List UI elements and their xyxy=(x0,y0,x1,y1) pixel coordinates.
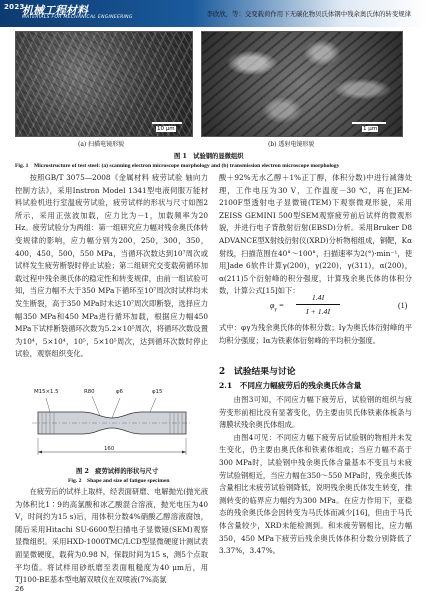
dimension-grip-diameter: φ15 xyxy=(152,389,163,395)
dimension-gauge-diameter: φ6 xyxy=(116,389,123,395)
subcaption-b: (b) 透射电镜形貌 xyxy=(268,141,315,148)
paragraph: 酸＋92%无水乙醇＋1%正丁醇，体积分数)中进行减薄处理，工作电压为30 V，工作温度－30 ℃，再在JEM-2100F型透射电子显微镜(TEM)下观察微观形貌，采用ZEISS GEMINI 500型SEM观察疲劳前后试样的微观形貌，并进行电子背散射衍射(EBSD)分析。采用Bruker D8 ADVANCE型X射线衍射仪(XRD)分析物相组成，铜靶，Kα射线，扫描范围在40°～100°，扫描速率为2(°)·min⁻¹，使用Jade 6软件计算γ(200)，γ(220)，γ(311)，α(200)，α(211)5个衍射峰的积分强度，计算残余奥氏体的体积分数，计算公式[15]如下： xyxy=(219,173,412,296)
equation-denominator: I + 1.4I xyxy=(305,307,331,316)
paragraph: 由图4可见：不同应力幅下疲劳后试验钢的物相并未发生变化，仍主要由奥氏体和铁素体组成；当应力幅不高于300 MPa时，试验钢中残余奥氏体含量基本不变且与未疲劳试验钢相近，当应力幅在350～550 MPa时，残余奥氏体含量相比未疲劳试验钢降低，说明残余奥氏体发生转变，推测转变的临界应力幅约为300 MPa。在应力作用下，亚稳态的残余奥氏体会因转变为马氏体而减少[16]，但由于马氏体含量较少，XRD未能检测到。和未疲劳钢相比，应力幅350，450 MPa下疲劳后残余奥氏体体积分数分别降低了3.37%，3.47%。 xyxy=(219,432,412,556)
figure2-caption-cn: 图 2 疲劳试样的形状与尺寸 xyxy=(76,468,159,475)
equation-lhs: $\varphi_\gamma$ = xyxy=(270,301,285,313)
dimension-thread: M15×1.5 xyxy=(34,389,59,395)
scale-label: 10 μm xyxy=(157,126,175,132)
running-title: 李欣欣，等：交变载荷作用下无碳化物贝氏体钢中残余奥氏体的转变规律 xyxy=(206,10,411,18)
left-column-bottom xyxy=(15,486,208,587)
section-heading: 2 试验结果与讨论 xyxy=(219,367,296,377)
equation-numerator: 1.4I xyxy=(311,293,325,302)
scale-bar xyxy=(352,122,386,124)
scale-bar xyxy=(152,122,182,124)
scale-label: 1 μm xyxy=(363,126,378,132)
journal-title: 机械工程材料 xyxy=(22,4,88,17)
right-column-top xyxy=(219,172,412,298)
journal-subtitle: MATERIALS FOR MECHANICAL ENGINEERING xyxy=(22,15,133,20)
subsection-heading: 2.1 不同应力幅疲劳后的残余奥氏体含量 xyxy=(219,381,362,390)
dimension-radius: R80 xyxy=(84,389,95,395)
right-column-bottom xyxy=(219,394,412,558)
equation-number: (1) xyxy=(398,301,408,310)
tem-micrograph xyxy=(201,31,403,137)
paragraph: 由图3可知，不同应力幅下疲劳后，试验钢的组织与疲劳变形前相比没有显著变化，仍主要由贝氏体铁素体板条与薄膜状残余奥氏体组成。 xyxy=(219,395,412,430)
sem-micrograph xyxy=(15,31,193,137)
dimension-length: 160 xyxy=(104,446,115,452)
paragraph: 按照GB/T 3075—2008《金属材料 疲劳试验 轴向力控制方法》，采用Instron Model 1341型电液伺服万能材料试验机进行室温疲劳试验，疲劳试样的形状与尺寸如图2所示，采用正弦波加载，应力比为－1，加载频率为20 Hz。疲劳试验分为两组：第一组研究应力幅对残余奥氏体转变规律的影响，应力幅分别为200，250，300，350，400，450，500，550 MPa，当循环次数达到10⁷周次或试样发生疲劳断裂时停止试验；第二组研究交变载荷循环加载过程中残余奥氏体的稳定性和转变规律，由前一组试验可知，当应力幅不大于350 MPa下循环至10⁷周次时试样均未发生断裂，高于350 MPa时未达10⁷周次即断裂，选择应力幅350 MPa和450 MPa进行循环加载，根据应力幅450 MPa下试样断裂循环次数为5.2×10⁵周次，将循环次数设置为10⁴，5×10⁴，10⁵，5×10⁵周次，达到循环次数时停止试验，观察组织变化。 xyxy=(15,173,208,359)
figure1-caption-en: Fig. 1 Microstructure of test steel: (a) scanning electron microscope morphology and (b) transmission electron microscope morphology xyxy=(15,163,340,169)
left-column-top xyxy=(15,172,208,361)
journal-year: 2023 xyxy=(4,3,25,11)
page-number: 26 xyxy=(15,585,24,593)
fraction-line xyxy=(296,304,340,305)
figure1-caption-cn: 图 1 试验钢的显微组织 xyxy=(174,153,244,160)
paragraph: 在疲劳后的试样上取样，经表面研磨、电解抛光(抛光液为体积比1∶9的高氯酸和冰乙酸混合溶液，抛光电压为40 V，时间约为15 s)后，用体积分数4%硝酸乙醇溶液腐蚀，随后采用Hitachi SU-6600型扫描电子显微镜(SEM)观察显微组织。采用HXD-1000TMC/LCD型显微硬度计测试表面显微硬度，载荷为0.98 N，保载时间为15 s，测5个点取平均值。将试样用砂纸磨至表面粗糙度为40 μm后，用TJ100-BE基本型电解双喷仪在双喷液(7%高氯 xyxy=(15,487,208,585)
paragraph: 式中：φγ为残余奥氏体的体积分数；Iγ为奥氏体衍射峰的平均积分强度；Iα为铁素体衍射峰的平均积分强度。 xyxy=(219,323,412,345)
figure2-caption-en: Fig. 2 Shape and size of fatigue specimen xyxy=(68,478,170,484)
right-column-definitions xyxy=(219,322,412,347)
subcaption-a: (a) 扫描电镜形貌 xyxy=(78,141,125,148)
